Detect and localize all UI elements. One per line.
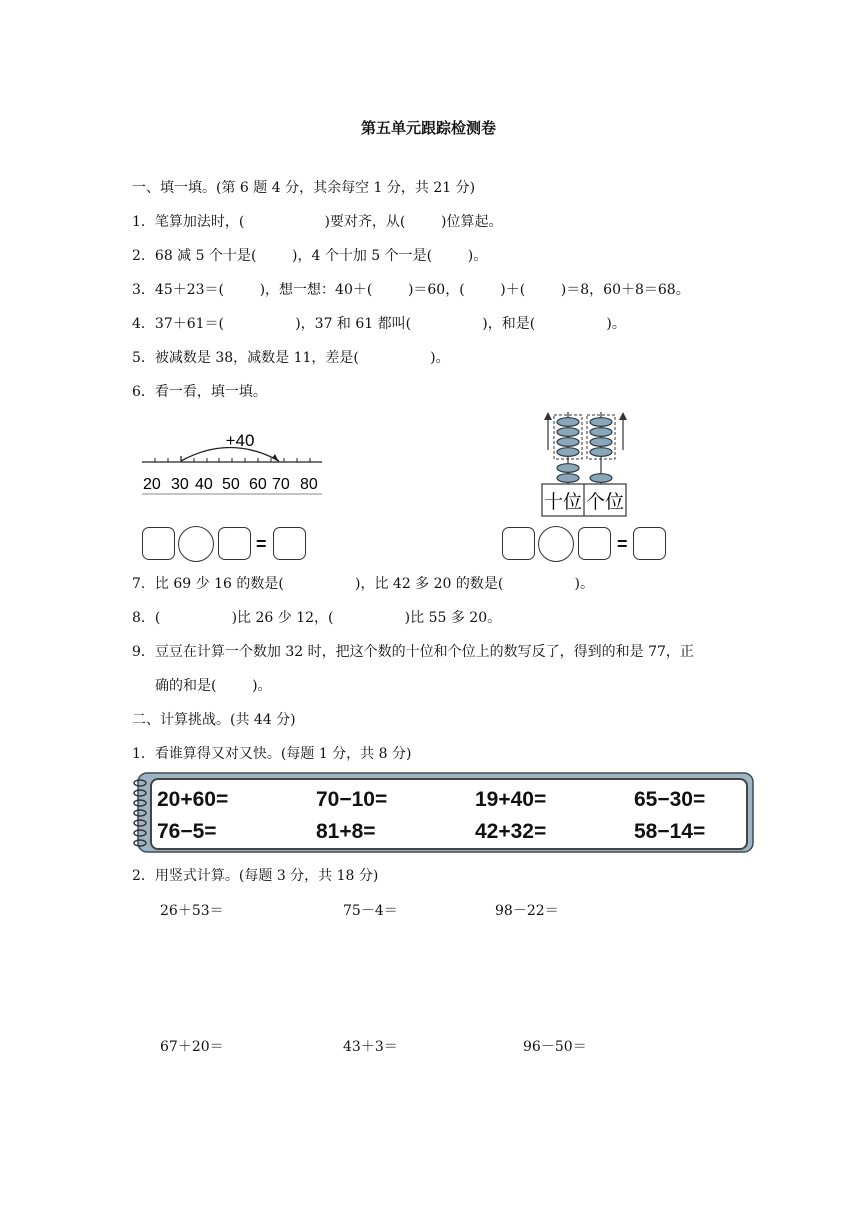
answer-box[interactable] [218, 527, 251, 560]
oral-problem: 81+8= [316, 820, 376, 843]
vertical-problem: 96－50＝ [523, 1039, 587, 1055]
question-6: 6．看一看，填一填。 [132, 384, 267, 400]
answer-box[interactable] [273, 527, 306, 560]
page-title: 第五单元跟踪检测卷 [361, 119, 497, 137]
oral-problem: 19+40= [475, 788, 547, 811]
question-8: 8．( )比 26 少 12，( )比 55 多 20。 [132, 610, 502, 626]
number-line-figure [138, 428, 328, 498]
abacus-figure [538, 408, 638, 520]
question-5: 5．被减数是 38，减数是 11，差是( )。 [132, 350, 450, 366]
answer-box[interactable] [633, 527, 666, 560]
up-arrow-right-head [619, 412, 627, 420]
tick-label: 30 [171, 476, 189, 493]
vertical-problem: 26＋53＝ [160, 903, 224, 919]
tick-label: 60 [249, 476, 267, 493]
oral-problem: 65−30= [634, 788, 706, 811]
question-1: 1．笔算加法时，( )要对齐，从( )位算起。 [132, 214, 503, 230]
ones-place-label: 个位 [585, 492, 625, 513]
vertical-problem: 98－22＝ [495, 903, 559, 919]
oral-problem: 42+32= [475, 820, 547, 843]
tick-label: 20 [143, 476, 161, 493]
vertical-problem: 75－4＝ [343, 903, 398, 919]
section2-heading: 二、计算挑战。(共 44 分) [132, 712, 296, 728]
oral-problem: 58−14= [634, 820, 706, 843]
part2-heading: 2．用竖式计算。(每题 3 分，共 18 分) [132, 868, 379, 884]
up-arrow-left-head [544, 412, 552, 420]
question-4: 4．37＋61＝( )，37 和 61 都叫( )，和是( )。 [132, 316, 626, 332]
tick-label: 40 [195, 476, 213, 493]
tick-label: 50 [222, 476, 240, 493]
answer-box[interactable] [502, 527, 535, 560]
arrow-head [272, 454, 279, 462]
oral-problem: 76−5= [157, 820, 217, 843]
question-3: 3．45＋23＝( )，想一想：40＋( )＝60，( )＋( )＝8，60＋8＝68。 [132, 282, 690, 298]
tick-label: 70 [272, 476, 290, 493]
jump-label: +40 [225, 431, 255, 450]
oral-problem: 20+60= [157, 788, 229, 811]
vertical-problem: 67＋20＝ [160, 1039, 224, 1055]
answer-box[interactable] [578, 527, 611, 560]
equals-sign: = [256, 534, 267, 554]
abacus-beads [557, 418, 612, 483]
vertical-problem: 43＋3＝ [343, 1039, 398, 1055]
equals-sign: = [617, 534, 628, 554]
question-2: 2．68 减 5 个十是( )，4 个十加 5 个一是( )。 [132, 248, 488, 264]
tick-labels [143, 476, 318, 493]
operator-circle[interactable] [538, 526, 574, 562]
answer-box[interactable] [142, 527, 175, 560]
part1-heading: 1．看谁算得又对又快。(每题 1 分，共 8 分) [132, 746, 412, 762]
question-7: 7．比 69 少 16 的数是( )，比 42 多 20 的数是( )。 [132, 576, 595, 592]
section1-heading: 一、填一填。(第 6 题 4 分，其余每空 1 分，共 21 分) [132, 180, 476, 196]
oral-problem: 70−10= [316, 788, 388, 811]
tens-place-label: 十位 [543, 492, 583, 513]
operator-circle[interactable] [178, 526, 214, 562]
question-9-line1: 9．豆豆在计算一个数加 32 时，把这个数的十位和个位上的数写反了，得到的和是 77，正 [132, 644, 694, 660]
tick-label: 80 [300, 476, 318, 493]
question-9-line2: 确的和是( )。 [155, 678, 272, 694]
